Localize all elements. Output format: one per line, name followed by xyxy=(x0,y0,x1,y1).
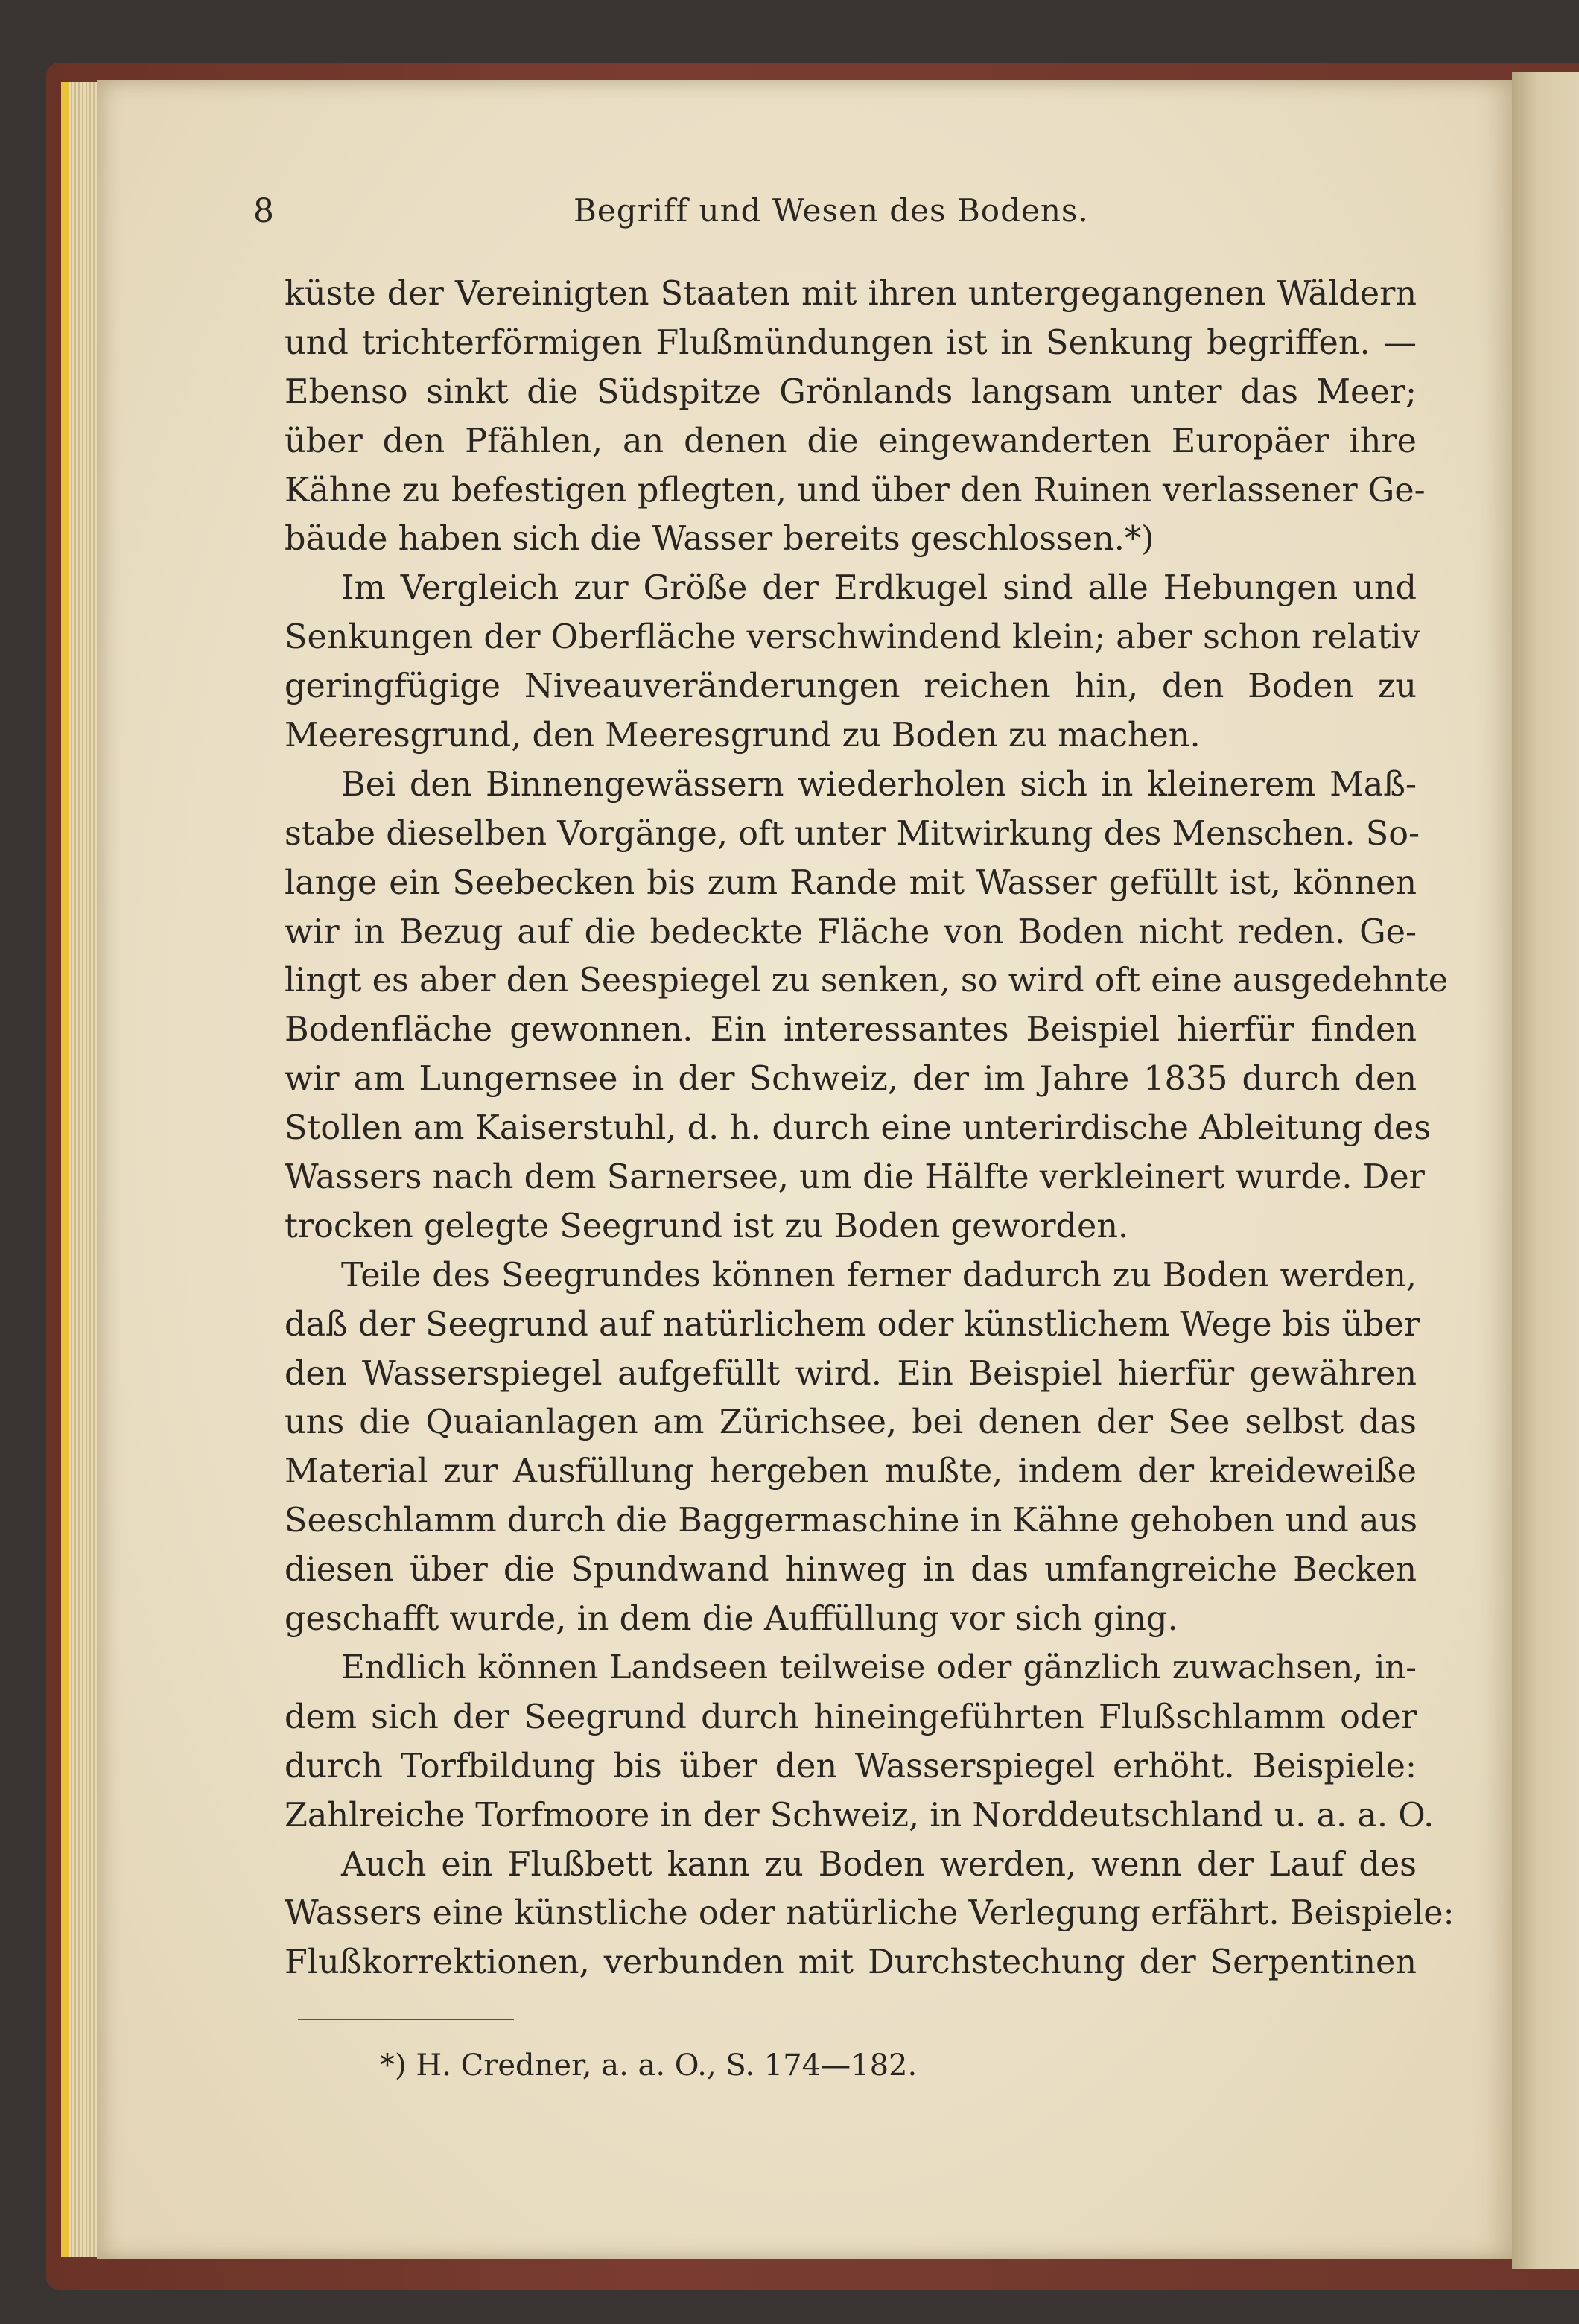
text-line: küste der Vereinigten Staaten mit ihren untergegangenen Wäldern xyxy=(285,275,1417,313)
text-line: Senkungen der Oberfläche verschwindend klein; aber schon relativ xyxy=(285,618,1420,657)
running-head: Begriff und Wesen des Bodens. xyxy=(574,192,1089,229)
text-line: Wassers eine künstliche oder natürliche Verlegung erfährt. Beispiele: xyxy=(285,1894,1455,1933)
text-line: Endlich können Landseen teilweise oder gänzlich zuwachsen, in- xyxy=(341,1648,1417,1686)
text-line: wir am Lungernsee in der Schweiz, der im Jahre 1835 durch den xyxy=(285,1060,1417,1099)
text-line: daß der Seegrund auf natürlichem oder künstlichem Wege bis über xyxy=(285,1305,1420,1344)
footnote-rule xyxy=(298,2019,514,2020)
text-line: Wassers nach dem Sarnersee, um die Hälfte verkleinert wurde. Der xyxy=(285,1158,1425,1197)
page-header xyxy=(253,192,1415,237)
text-line: lange ein Seebecken bis zum Rande mit Wasser gefüllt ist, können xyxy=(285,863,1417,902)
text-line: Im Vergleich zur Größe der Erdkugel sind alle Hebungen und xyxy=(341,569,1417,608)
text-line: den Wasserspiegel aufgefüllt wird. Ein Beispiel hierfür gewähren xyxy=(285,1354,1417,1393)
text-line: geringfügige Niveauveränderungen reichen hin, den Boden zu xyxy=(285,667,1417,706)
text-line: Flußkorrektionen, verbunden mit Durchstechung der Serpentinen xyxy=(285,1943,1417,1982)
text-line: Meeresgrund, den Meeresgrund zu Boden zu machen. xyxy=(285,717,1201,755)
text-line: Auch ein Flußbett kann zu Boden werden, wenn der Lauf des xyxy=(341,1845,1417,1884)
text-line: und trichterförmigen Flußmündungen ist in Senkung begriffen. — xyxy=(285,323,1417,362)
text-line: diesen über die Spundwand hinweg in das umfangreiche Becken xyxy=(285,1551,1417,1590)
text-line: lingt es aber den Seespiegel zu senken, so wird oft eine ausgedehnte xyxy=(285,962,1449,1000)
text-line: stabe dieselben Vorgänge, oft unter Mitwirkung des Menschen. So- xyxy=(285,814,1420,853)
text-line: Bodenfläche gewonnen. Ein interessantes Beispiel hierfür finden xyxy=(285,1011,1417,1050)
text-line: Kähne zu befestigen pflegten, und über den Ruinen verlassener Ge- xyxy=(285,471,1426,509)
body-text xyxy=(285,270,1455,1987)
text-line: bäude haben sich die Wasser bereits geschlossen.*) xyxy=(285,520,1154,559)
text-line: Material zur Ausfüllung hergeben mußte, indem der kreideweiße xyxy=(285,1452,1417,1491)
page-number: 8 xyxy=(253,192,274,230)
text-line: wir in Bezug auf die bedeckte Fläche von Boden nicht reden. Ge- xyxy=(285,912,1417,951)
text-line: Seeschlamm durch die Baggermaschine in Kähne gehoben und aus xyxy=(285,1502,1418,1540)
next-page-edge xyxy=(1512,72,1579,2269)
text-line: Ebenso sinkt die Südspitze Grönlands langsam unter das Meer; xyxy=(285,372,1417,411)
text-line: dem sich der Seegrund durch hineingeführten Flußschlamm oder xyxy=(285,1698,1417,1736)
text-line: Bei den Binnengewässern wiederholen sich in kleinerem Maß- xyxy=(341,765,1417,804)
text-line: Teile des Seegrundes können ferner dadurch zu Boden werden, xyxy=(341,1256,1417,1295)
text-line: Zahlreiche Torfmoore in der Schweiz, in Norddeutschland u. a. a. O. xyxy=(285,1796,1435,1835)
text-line: über den Pfählen, an denen die eingewanderten Europäer ihre xyxy=(285,422,1417,460)
text-line: Stollen am Kaiserstuhl, d. h. durch eine unterirdische Ableitung des xyxy=(285,1109,1432,1148)
text-line: geschafft wurde, in dem die Auffüllung vor sich ging. xyxy=(285,1600,1178,1639)
footnote: *) H. Credner, a. a. O., S. 174—182. xyxy=(380,2048,918,2083)
text-line: trocken gelegte Seegrund ist zu Boden geworden. xyxy=(285,1207,1129,1245)
text-line: uns die Quaianlagen am Zürichsee, bei denen der See selbst das xyxy=(285,1403,1417,1442)
text-line: durch Torfbildung bis über den Wasserspiegel erhöht. Beispiele: xyxy=(285,1747,1417,1785)
